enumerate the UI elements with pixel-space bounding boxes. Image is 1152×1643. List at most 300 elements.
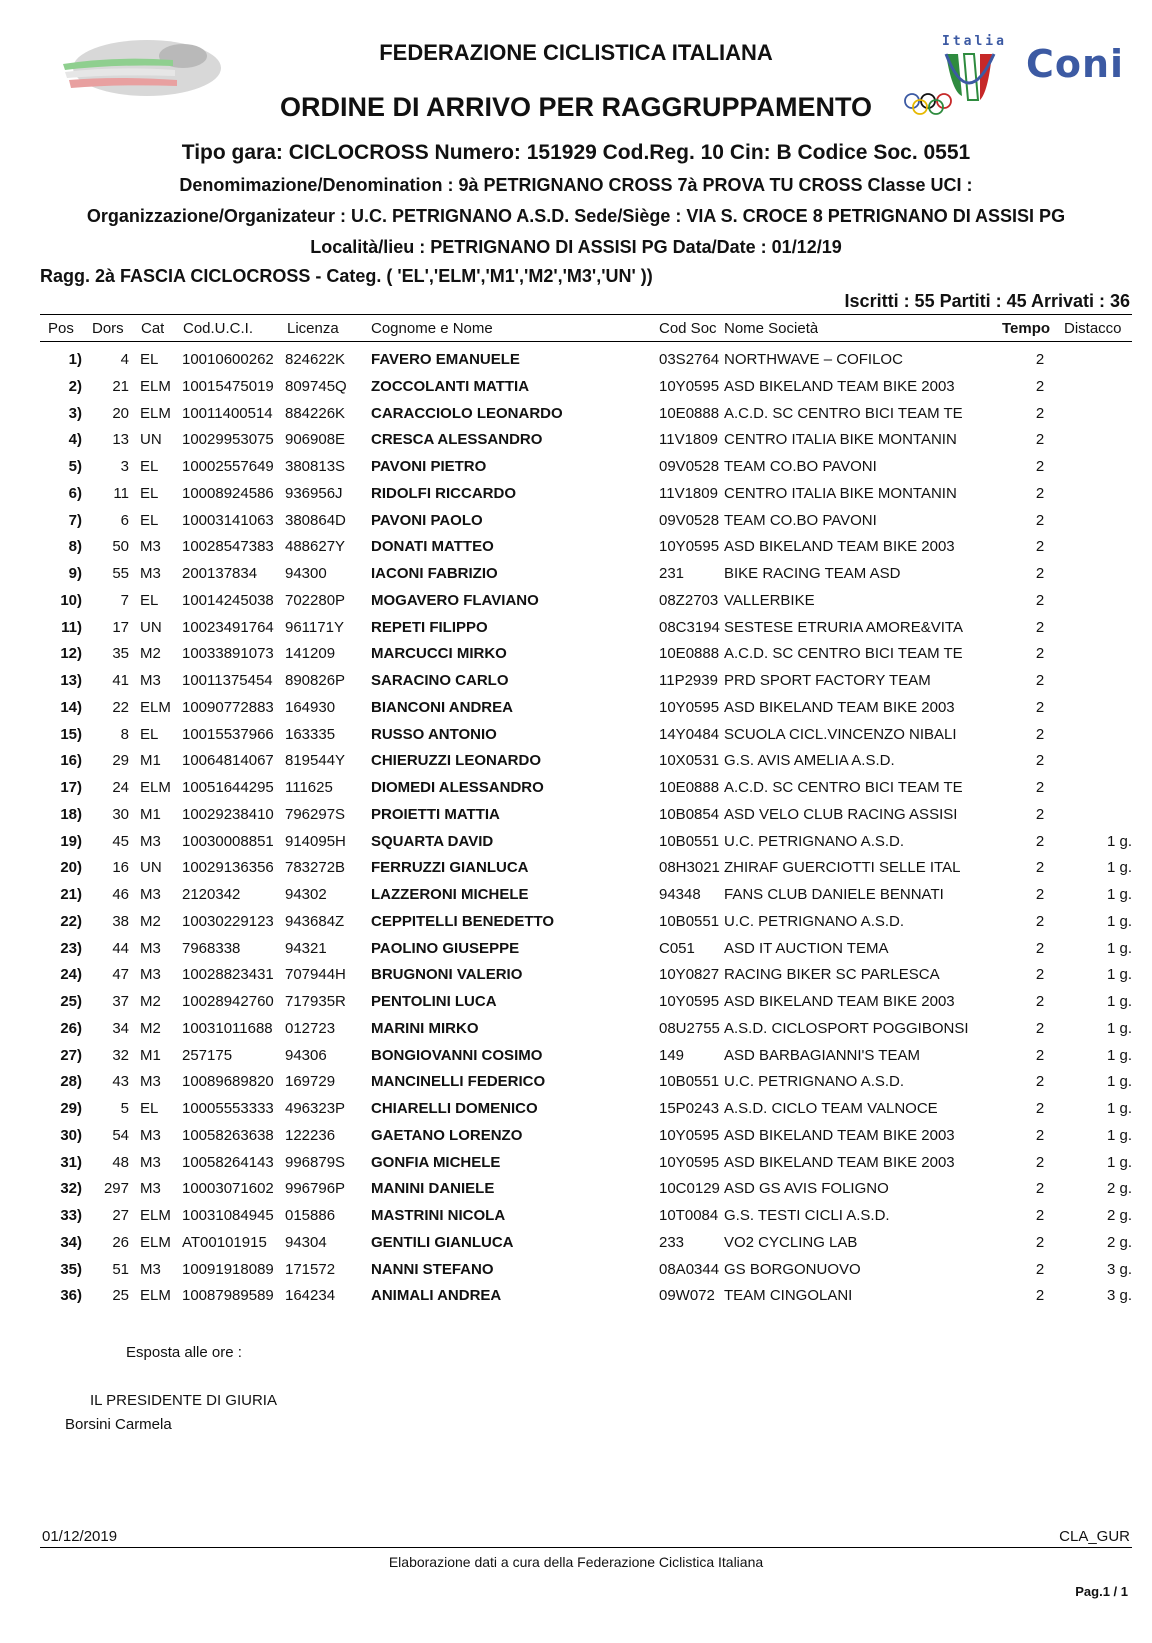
- gap-cell: 1 g.: [1106, 1127, 1132, 1144]
- category-cell: M3: [140, 966, 161, 983]
- team-code-cell: 10E0888: [659, 405, 720, 422]
- uci-code-cell: 10058264143: [182, 1154, 274, 1171]
- page-number: Pag.1 / 1: [1075, 1584, 1128, 1599]
- bib-cell: 297: [103, 1180, 129, 1197]
- license-cell: 809745Q: [285, 378, 347, 395]
- time-cell: 2: [1035, 378, 1045, 395]
- license-cell: 717935R: [285, 993, 346, 1010]
- team-code-cell: 10Y0595: [659, 1154, 720, 1171]
- category-cell: M2: [140, 913, 161, 930]
- team-name-cell: CENTRO ITALIA BIKE MONTANIN: [724, 485, 957, 502]
- time-cell: 2: [1035, 940, 1045, 957]
- team-name-cell: SCUOLA CICL.VINCENZO NIBALI: [724, 726, 957, 743]
- exposure-time-label: Esposta alle ore :: [126, 1344, 242, 1361]
- uci-code-cell: 10011375454: [182, 672, 273, 689]
- team-name-cell: ZHIRAF GUERCIOTTI SELLE ITAL: [724, 859, 961, 876]
- team-name-cell: PRD SPORT FACTORY TEAM: [724, 672, 931, 689]
- bib-cell: 5: [120, 1100, 129, 1117]
- uci-code-cell: 10008924586: [182, 485, 274, 502]
- team-code-cell: 10Y0595: [659, 993, 720, 1010]
- uci-code-cell: 10010600262: [182, 351, 274, 368]
- category-cell: M3: [140, 1073, 161, 1090]
- team-code-cell: 10E0888: [659, 645, 720, 662]
- gap-cell: 1 g.: [1106, 1073, 1132, 1090]
- category-cell: EL: [140, 512, 159, 529]
- team-name-cell: A.S.D. CICLO TEAM VALNOCE: [724, 1100, 938, 1117]
- rider-name-cell: SARACINO CARLO: [371, 672, 509, 689]
- pos-cell: 18): [60, 806, 82, 823]
- category-cell: M3: [140, 1180, 161, 1197]
- rider-name-cell: CARACCIOLO LEONARDO: [371, 405, 563, 422]
- team-code-cell: C051: [659, 940, 695, 957]
- pos-cell: 11): [61, 619, 82, 636]
- column-header-gap: Distacco: [1064, 320, 1122, 337]
- team-code-cell: 231: [659, 565, 685, 582]
- time-cell: 2: [1035, 1127, 1045, 1144]
- rider-name-cell: PAOLINO GIUSEPPE: [371, 940, 520, 957]
- license-cell: 890826P: [285, 672, 346, 689]
- team-code-cell: 10Y0595: [659, 378, 720, 395]
- pos-cell: 34): [60, 1234, 82, 1251]
- time-cell: 2: [1035, 565, 1045, 582]
- gap-cell: 2 g.: [1106, 1180, 1132, 1197]
- team-name-cell: ASD IT AUCTION TEMA: [724, 940, 889, 957]
- team-code-cell: 08C3194: [659, 619, 720, 636]
- rider-name-cell: GONFIA MICHELE: [371, 1154, 501, 1171]
- team-name-cell: TEAM CO.BO PAVONI: [724, 512, 877, 529]
- category-cell: M3: [140, 1261, 161, 1278]
- license-cell: 94306: [285, 1047, 327, 1064]
- license-cell: 171572: [285, 1261, 336, 1278]
- pos-cell: 3): [68, 405, 82, 422]
- gap-cell: 1 g.: [1106, 993, 1132, 1010]
- bib-cell: 21: [112, 378, 129, 395]
- time-cell: 2: [1035, 833, 1045, 850]
- team-code-cell: 94348: [659, 886, 701, 903]
- pos-cell: 31): [60, 1154, 82, 1171]
- bib-cell: 51: [112, 1261, 129, 1278]
- team-name-cell: U.C. PETRIGNANO A.S.D.: [724, 833, 905, 850]
- rider-name-cell: DONATI MATTEO: [371, 538, 494, 555]
- bib-cell: 7: [120, 592, 129, 609]
- time-cell: 2: [1035, 619, 1045, 636]
- uci-code-cell: 10033891073: [182, 645, 274, 662]
- rider-name-cell: RUSSO ANTONIO: [371, 726, 497, 743]
- category-cell: EL: [140, 1100, 159, 1117]
- uci-code-cell: 10015475019: [182, 378, 274, 395]
- federation-title: FEDERAZIONE CICLISTICA ITALIANA: [379, 40, 773, 65]
- bib-cell: 17: [112, 619, 129, 636]
- pos-cell: 2): [68, 378, 82, 395]
- license-cell: 906908E: [285, 431, 346, 448]
- team-name-cell: ASD BIKELAND TEAM BIKE 2003: [724, 378, 955, 395]
- category-cell: M3: [140, 1154, 161, 1171]
- rider-name-cell: IACONI FABRIZIO: [371, 565, 498, 582]
- bib-cell: 16: [112, 859, 129, 876]
- license-cell: 94321: [285, 940, 327, 957]
- time-cell: 2: [1035, 351, 1045, 368]
- team-code-cell: 10Y0595: [659, 1127, 720, 1144]
- bib-cell: 37: [112, 993, 129, 1010]
- team-code-cell: 10E0888: [659, 779, 720, 796]
- uci-code-cell: 10090772883: [182, 699, 274, 716]
- rider-name-cell: RIDOLFI RICCARDO: [371, 485, 516, 502]
- rider-name-cell: PAVONI PAOLO: [371, 512, 483, 529]
- table-header-rule: [40, 341, 1132, 342]
- pos-cell: 23): [60, 940, 82, 957]
- team-code-cell: 11V1809: [659, 485, 718, 502]
- license-cell: 884226K: [285, 405, 346, 422]
- category-cell: EL: [140, 592, 159, 609]
- race-organization: Organizzazione/Organizateur : U.C. PETRIGNANO A.S.D. Sede/Siège : VIA S. CROCE 8 PETRIGNANO DI ASSISI PG: [86, 206, 1066, 226]
- license-cell: 936956J: [285, 485, 343, 502]
- team-name-cell: RACING BIKER SC PARLESCA: [724, 966, 940, 983]
- bib-cell: 47: [112, 966, 129, 983]
- team-name-cell: G.S. AVIS AMELIA A.S.D.: [724, 752, 895, 769]
- uci-code-cell: 10051644295: [182, 779, 274, 796]
- category-cell: ELM: [140, 1234, 171, 1251]
- team-name-cell: ASD VELO CLUB RACING ASSISI: [724, 806, 958, 823]
- team-name-cell: BIKE RACING TEAM ASD: [724, 565, 901, 582]
- uci-code-cell: 10023491764: [182, 619, 274, 636]
- rider-name-cell: CHIERUZZI LEONARDO: [371, 752, 541, 769]
- pos-cell: 1): [68, 351, 82, 368]
- license-cell: 111625: [285, 779, 333, 796]
- category-cell: ELM: [140, 779, 171, 796]
- rider-name-cell: FAVERO EMANUELE: [371, 351, 520, 368]
- license-cell: 943684Z: [285, 913, 345, 930]
- license-cell: 94304: [285, 1234, 327, 1251]
- team-name-cell: ASD BARBAGIANNI'S TEAM: [724, 1047, 920, 1064]
- bib-cell: 45: [112, 833, 129, 850]
- rider-name-cell: CEPPITELLI BENEDETTO: [371, 913, 555, 930]
- team-code-cell: 10B0551: [659, 833, 720, 850]
- time-cell: 2: [1035, 913, 1045, 930]
- pos-cell: 25): [60, 993, 82, 1010]
- bib-cell: 41: [112, 672, 129, 689]
- rider-name-cell: MOGAVERO FLAVIANO: [371, 592, 539, 609]
- time-cell: 2: [1035, 645, 1045, 662]
- team-name-cell: VO2 CYCLING LAB: [724, 1234, 858, 1251]
- jury-president-title: IL PRESIDENTE DI GIURIA: [90, 1392, 277, 1409]
- category-cell: M2: [140, 993, 161, 1010]
- bib-cell: 8: [120, 726, 129, 743]
- team-name-cell: A.C.D. SC CENTRO BICI TEAM TE: [724, 645, 963, 662]
- time-cell: 2: [1035, 1154, 1045, 1171]
- team-code-cell: 11V1809: [659, 431, 718, 448]
- team-code-cell: 10B0854: [659, 806, 720, 823]
- team-code-cell: 09V0528: [659, 512, 720, 529]
- uci-code-cell: 10002557649: [182, 458, 274, 475]
- team-code-cell: 10B0551: [659, 913, 720, 930]
- bib-cell: 48: [112, 1154, 129, 1171]
- uci-code-cell: 10031011688: [182, 1020, 273, 1037]
- column-header-team-code: Cod Soc: [659, 320, 717, 337]
- uci-code-cell: 10087989589: [182, 1287, 274, 1304]
- rider-name-cell: DIOMEDI ALESSANDRO: [371, 779, 544, 796]
- pos-cell: 9): [68, 565, 82, 582]
- category-cell: ELM: [140, 1287, 171, 1304]
- time-cell: 2: [1035, 752, 1045, 769]
- bib-cell: 55: [112, 565, 129, 582]
- pos-cell: 35): [60, 1261, 82, 1278]
- pos-cell: 26): [60, 1020, 82, 1037]
- gap-cell: 1 g.: [1106, 966, 1132, 983]
- bib-cell: 54: [112, 1127, 129, 1144]
- uci-code-cell: 10028942760: [182, 993, 274, 1010]
- race-location: Località/lieu : PETRIGNANO DI ASSISI PG Data/Date : 01/12/19: [310, 237, 842, 257]
- column-header-rider-name: Cognome e Nome: [371, 320, 493, 337]
- rider-name-cell: BONGIOVANNI COSIMO: [371, 1047, 543, 1064]
- pos-cell: 21): [60, 886, 82, 903]
- pos-cell: 16): [60, 752, 82, 769]
- gap-cell: 1 g.: [1106, 833, 1132, 850]
- time-cell: 2: [1035, 699, 1045, 716]
- race-denomination: Denomimazione/Denomination : 9à PETRIGNANO CROSS 7à PROVA TU CROSS Classe UCI :: [179, 175, 973, 195]
- rider-name-cell: MARCUCCI MIRKO: [371, 645, 507, 662]
- pos-cell: 8): [68, 538, 82, 555]
- team-name-cell: CENTRO ITALIA BIKE MONTANIN: [724, 431, 957, 448]
- team-name-cell: A.C.D. SC CENTRO BICI TEAM TE: [724, 779, 963, 796]
- bib-cell: 24: [112, 779, 129, 796]
- rider-name-cell: LAZZERONI MICHELE: [371, 886, 529, 903]
- footer-credit: Elaborazione dati a cura della Federazione Ciclistica Italiana: [388, 1554, 764, 1570]
- bib-cell: 30: [112, 806, 129, 823]
- license-cell: 012723: [285, 1020, 336, 1037]
- rider-name-cell: PROIETTI MATTIA: [371, 806, 500, 823]
- team-name-cell: U.C. PETRIGNANO A.S.D.: [724, 1073, 905, 1090]
- bib-cell: 29: [112, 752, 129, 769]
- race-info: Tipo gara: CICLOCROSS Numero: 151929 Cod.Reg. 10 Cin: B Codice Soc. 0551: [181, 141, 971, 164]
- table-top-rule: [40, 314, 1132, 315]
- time-cell: 2: [1035, 672, 1045, 689]
- uci-code-cell: 10005553333: [182, 1100, 274, 1117]
- column-header-team-name: Nome Società: [724, 320, 819, 337]
- team-code-cell: 09V0528: [659, 458, 720, 475]
- rider-name-cell: PAVONI PIETRO: [371, 458, 487, 475]
- license-cell: 702280P: [285, 592, 346, 609]
- uci-code-cell: 10089689820: [182, 1073, 274, 1090]
- team-code-cell: 10Y0827: [659, 966, 720, 983]
- rider-name-cell: REPETI FILIPPO: [371, 619, 488, 636]
- footer-date: 01/12/2019: [42, 1528, 118, 1545]
- category-cell: ELM: [140, 1207, 171, 1224]
- category-cell: ELM: [140, 378, 171, 395]
- gap-cell: 1 g.: [1106, 886, 1132, 903]
- rider-name-cell: ZOCCOLANTI MATTIA: [371, 378, 530, 395]
- uci-code-cell: 10015537966: [182, 726, 274, 743]
- rider-name-cell: SQUARTA DAVID: [371, 833, 494, 850]
- uci-code-cell: 10091918089: [182, 1261, 274, 1278]
- uci-code-cell: 10028547383: [182, 538, 274, 555]
- bib-cell: 25: [112, 1287, 129, 1304]
- license-cell: 824622K: [285, 351, 346, 368]
- bib-cell: 13: [112, 431, 129, 448]
- license-cell: 707944H: [285, 966, 346, 983]
- uci-code-cell: 257175: [182, 1047, 233, 1064]
- uci-code-cell: 10029136356: [182, 859, 274, 876]
- license-cell: 914095H: [285, 833, 346, 850]
- uci-code-cell: AT00101915: [182, 1234, 267, 1251]
- rider-name-cell: PENTOLINI LUCA: [371, 993, 497, 1010]
- uci-code-cell: 10031084945: [182, 1207, 274, 1224]
- pos-cell: 15): [60, 726, 82, 743]
- bib-cell: 34: [112, 1020, 129, 1037]
- license-cell: 015886: [285, 1207, 336, 1224]
- uci-code-cell: 10003141063: [182, 512, 274, 529]
- team-name-cell: FANS CLUB DANIELE BENNATI: [724, 886, 944, 903]
- category-cell: M3: [140, 1127, 161, 1144]
- pos-cell: 17): [60, 779, 82, 796]
- bib-cell: 6: [120, 512, 129, 529]
- uci-code-cell: 10064814067: [182, 752, 274, 769]
- bib-cell: 35: [112, 645, 129, 662]
- license-cell: 380813S: [285, 458, 346, 475]
- category-cell: EL: [140, 726, 159, 743]
- pos-cell: 27): [60, 1047, 82, 1064]
- license-cell: 819544Y: [285, 752, 346, 769]
- bib-cell: 32: [112, 1047, 129, 1064]
- pos-cell: 30): [60, 1127, 82, 1144]
- pos-cell: 12): [60, 645, 82, 662]
- bib-cell: 3: [120, 458, 129, 475]
- team-name-cell: A.C.D. SC CENTRO BICI TEAM TE: [724, 405, 963, 422]
- category-cell: UN: [140, 431, 162, 448]
- rider-name-cell: MARINI MIRKO: [371, 1020, 479, 1037]
- column-header-time: Tempo: [1002, 320, 1051, 337]
- gap-cell: 1 g.: [1106, 913, 1132, 930]
- time-cell: 2: [1035, 1047, 1045, 1064]
- rider-name-cell: MANINI DANIELE: [371, 1180, 495, 1197]
- team-code-cell: 10Y0595: [659, 538, 720, 555]
- team-name-cell: U.C. PETRIGNANO A.S.D.: [724, 913, 905, 930]
- participant-counts: Iscritti : 55 Partiti : 45 Arrivati : 36: [844, 291, 1130, 311]
- time-cell: 2: [1035, 966, 1045, 983]
- category-cell: M2: [140, 645, 161, 662]
- pos-cell: 22): [60, 913, 82, 930]
- gap-cell: 1 g.: [1106, 1047, 1132, 1064]
- license-cell: 961171Y: [285, 619, 344, 636]
- gap-cell: 1 g.: [1106, 859, 1132, 876]
- gap-cell: 1 g.: [1106, 940, 1132, 957]
- uci-code-cell: 10003071602: [182, 1180, 274, 1197]
- column-header-pos: Pos: [48, 320, 74, 337]
- pos-cell: 28): [60, 1073, 82, 1090]
- team-code-cell: 10B0551: [659, 1073, 720, 1090]
- team-code-cell: 10C0129: [659, 1180, 720, 1197]
- team-name-cell: ASD GS AVIS FOLIGNO: [724, 1180, 889, 1197]
- category-cell: EL: [140, 458, 159, 475]
- category-cell: ELM: [140, 699, 171, 716]
- team-code-cell: 10T0084: [659, 1207, 719, 1224]
- uci-code-cell: 10029953075: [182, 431, 274, 448]
- rider-name-cell: FERRUZZI GIANLUCA: [371, 859, 529, 876]
- team-code-cell: 149: [659, 1047, 685, 1064]
- license-cell: 996796P: [285, 1180, 346, 1197]
- pos-cell: 32): [60, 1180, 82, 1197]
- bib-cell: 38: [112, 913, 129, 930]
- time-cell: 2: [1035, 431, 1045, 448]
- column-header-category: Cat: [141, 320, 165, 337]
- bib-cell: 11: [113, 485, 129, 502]
- bib-cell: 44: [112, 940, 129, 957]
- team-code-cell: 03S2764: [659, 351, 720, 368]
- team-code-cell: 08Z2703: [659, 592, 719, 609]
- category-cell: EL: [140, 351, 159, 368]
- category-cell: M3: [140, 672, 161, 689]
- team-name-cell: TEAM CO.BO PAVONI: [724, 458, 877, 475]
- time-cell: 2: [1035, 512, 1045, 529]
- license-cell: 169729: [285, 1073, 336, 1090]
- team-code-cell: 08U2755: [659, 1020, 720, 1037]
- footer-rule: [40, 1547, 1132, 1548]
- coni-text: Coni: [1026, 42, 1125, 86]
- category-cell: M1: [140, 1047, 161, 1064]
- footer-code: CLA_GUR: [1059, 1528, 1130, 1545]
- team-code-cell: 233: [659, 1234, 685, 1251]
- team-code-cell: 11P2939: [659, 672, 718, 689]
- pos-cell: 14): [60, 699, 82, 716]
- team-code-cell: 15P0243: [659, 1100, 720, 1117]
- team-name-cell: ASD BIKELAND TEAM BIKE 2003: [724, 1127, 955, 1144]
- gap-cell: 2 g.: [1106, 1207, 1132, 1224]
- license-cell: 122236: [285, 1127, 336, 1144]
- team-code-cell: 10X0531: [659, 752, 720, 769]
- category-cell: M3: [140, 565, 161, 582]
- jury-president-name: Borsini Carmela: [65, 1416, 172, 1433]
- category-cell: UN: [140, 619, 162, 636]
- time-cell: 2: [1035, 485, 1045, 502]
- gap-cell: 3 g.: [1106, 1287, 1132, 1304]
- bib-cell: 50: [112, 538, 129, 555]
- uci-code-cell: 200137834: [182, 565, 258, 582]
- rider-name-cell: CHIARELLI DOMENICO: [371, 1100, 538, 1117]
- uci-code-cell: 10058263638: [182, 1127, 274, 1144]
- time-cell: 2: [1035, 1287, 1045, 1304]
- gap-cell: 1 g.: [1106, 1020, 1132, 1037]
- pos-cell: 6): [68, 485, 82, 502]
- time-cell: 2: [1035, 592, 1045, 609]
- license-cell: 164930: [285, 699, 336, 716]
- team-name-cell: VALLERBIKE: [724, 592, 815, 609]
- gap-cell: 1 g.: [1106, 1154, 1132, 1171]
- rider-name-cell: MANCINELLI FEDERICO: [371, 1073, 546, 1090]
- category-cell: M3: [140, 538, 161, 555]
- group-category: Ragg. 2à FASCIA CICLOCROSS - Categ. ( 'EL','ELM','M1','M2','M3','UN' )): [40, 266, 653, 286]
- time-cell: 2: [1035, 993, 1045, 1010]
- time-cell: 2: [1035, 886, 1045, 903]
- uci-code-cell: 2120342: [182, 886, 241, 903]
- team-name-cell: NORTHWAVE – COFILOC: [724, 351, 903, 368]
- pos-cell: 29): [60, 1100, 82, 1117]
- gap-cell: 3 g.: [1106, 1261, 1132, 1278]
- license-cell: 796297S: [285, 806, 346, 823]
- rider-name-cell: GENTILI GIANLUCA: [371, 1234, 514, 1251]
- time-cell: 2: [1035, 1180, 1045, 1197]
- license-cell: 783272B: [285, 859, 346, 876]
- team-code-cell: 10Y0595: [659, 699, 720, 716]
- pos-cell: 10): [60, 592, 82, 609]
- license-cell: 996879S: [285, 1154, 346, 1171]
- license-cell: 380864D: [285, 512, 346, 529]
- pos-cell: 24): [60, 966, 82, 983]
- uci-code-cell: 10030229123: [182, 913, 274, 930]
- rider-name-cell: ANIMALI ANDREA: [371, 1287, 502, 1304]
- category-cell: UN: [140, 859, 162, 876]
- team-code-cell: 14Y0484: [659, 726, 720, 743]
- time-cell: 2: [1035, 859, 1045, 876]
- license-cell: 488627Y: [285, 538, 346, 555]
